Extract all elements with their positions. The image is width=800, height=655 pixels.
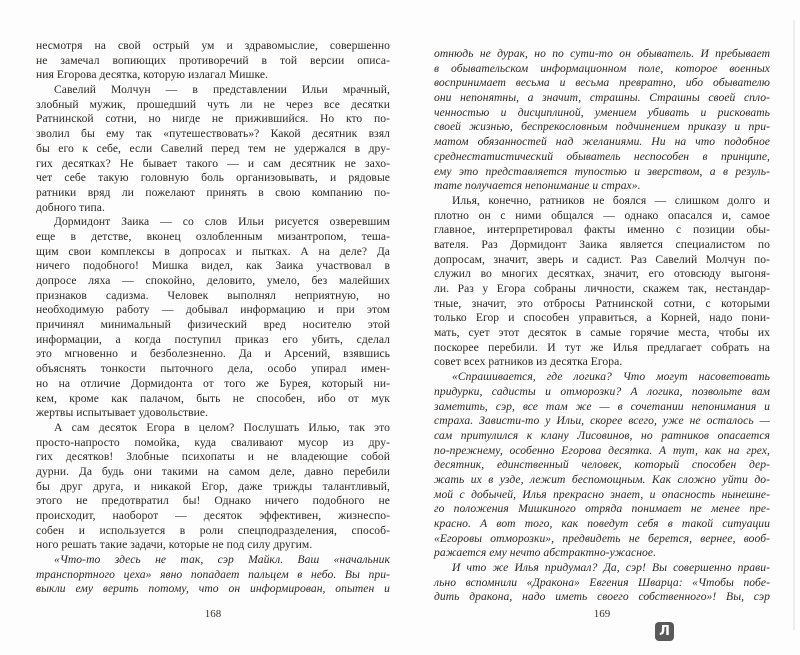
text-line: еще в детстве, вконец озлобленным мизантропом, теша-: [36, 229, 390, 243]
text-line: матом обязанностей над желаниями. Ни на что подобное: [434, 135, 770, 149]
text-line: совет всех ратников из десятка Егора.: [434, 355, 623, 369]
text-line: необходимую работу — добывал информацию и при этом: [36, 303, 390, 317]
page-edge-shadow: [793, 20, 795, 630]
text-line: жертвы испытывает удовольствие.: [36, 406, 209, 420]
text-line: А сам десяток Егора в целом? Послушать Илью, так это: [54, 420, 390, 434]
page-right-text: [434, 47, 770, 605]
text-line: «Спрашивается, где логика? Что могут насоветовать: [452, 370, 770, 384]
text-line: мой с добычей, Илья прекрасно знает, и опасность нынешне-: [434, 487, 770, 501]
page-number-right: 169: [593, 608, 611, 620]
text-line: по-прежнему, особенно Егорова десятка. А тут, как на грех,: [434, 443, 770, 457]
text-line: служил во многих десятках, значит, его отовсюду выгоня-: [434, 267, 770, 281]
text-line: своей жизнью, беспрекословным подчинением приказу и при-: [434, 120, 770, 134]
text-line: жать их в узде, лежит беспомощным. Как сложно уйти до-: [434, 472, 770, 486]
text-line: объяснять тонкости пыточного дела, особо упирал имен-: [36, 362, 390, 376]
text-line: льно вспомнили «Дракона» Евгения Шварца: «Чтобы побе-: [434, 575, 770, 589]
text-line: собен и используется в роли спецподразделения, способ-: [36, 523, 390, 537]
text-line: Илья, конечно, ратников не боялся — слишком долго и: [452, 193, 770, 207]
text-line: Дормидонт Заика — со слов Ильи рисуется озверевшим: [54, 215, 390, 229]
text-line: дить дракона, надо иметь своего собственного»! Вы, сэр: [434, 590, 770, 604]
text-line: выкли ему верить потому, что он информирован, опытен и: [36, 582, 390, 596]
text-line: страха. Зависти-то у Ильи, скорее всего, уже не осталось —: [434, 414, 770, 428]
text-line: И что же Илья придумал? Да, сэр! Вы совершенно прави-: [452, 561, 770, 575]
text-line: в обывательском информационном поле, которое военных: [434, 61, 770, 75]
text-line: не замечал вопиющих противоречий в той версии описа-: [36, 53, 390, 67]
text-line: придурки, садисты и отморозки? А логика, позвольте вам: [434, 384, 770, 398]
text-line: просто-напросто помойка, куда сваливают мусор из дру-: [36, 435, 390, 449]
text-line: злобный мужик, прошедший чуть ли не через все десятки: [36, 97, 390, 111]
page-left-text: [36, 39, 390, 597]
text-line: гих десятках? Не бывает такого — и сам десятник не захо-: [36, 156, 390, 170]
text-line: главное, интерпретировал факты именно с позиции обы-: [434, 223, 770, 237]
text-line: ченностью и дисциплиной, умением убивать и рисковать: [434, 105, 770, 119]
text-line: поскорее перебили. И тут же Илья предлагает собрать на: [434, 340, 770, 354]
text-line: плотно он с ними общался — однако опасался и, самое: [434, 208, 770, 222]
text-line: «Что-то здесь не так, сэр Майкл. Ваш «начальник: [54, 553, 390, 567]
text-line: заметить, сэр, все там же — в сочетании непонимания и: [434, 399, 770, 413]
text-line: ничего подобного! Мишка видел, как Заика участвовал в: [36, 259, 390, 273]
text-line: дурни. Да будь они такими на самом деле, давно перебили: [36, 464, 390, 478]
page-number-left: 168: [204, 608, 222, 620]
text-line: ему это представляется тупостью и зверством, а в резуль-: [434, 164, 770, 178]
text-line: ратники вряд ли пожелают принять в свою компанию по-: [36, 185, 390, 199]
text-line: ного решать такие задачи, которые не под силу другим.: [36, 538, 313, 552]
text-line: это мгновенно и безболезненно. Да и Арсений, взявшись: [36, 347, 390, 361]
text-line: чет себе такую головную боль организовывать, и рядовые: [36, 171, 390, 185]
text-line: «Егоровы отморозки», предвидеть не берется, вернее, вооб-: [434, 531, 770, 545]
text-line: информации, а когда поступил приказ его убить, сделал: [36, 332, 390, 346]
text-line: мать, сует этот десяток в самые горячие места, чтобы их: [434, 326, 770, 340]
text-line: признаков садизма. Человек выполнял неприятную, но: [36, 288, 390, 302]
text-line: этого не предотвратил бы! Однако ничего подобного не: [36, 494, 390, 508]
labirint-logo: [655, 622, 674, 641]
text-line: только Егор и способен управиться, а Корней, надо пони-: [434, 311, 770, 325]
text-line: они непонятны, а значит, страшны. Страшны своей спло-: [434, 91, 770, 105]
text-line: допросе ляха — спокойно, деловито, умело, без малейших: [36, 274, 390, 287]
text-line: бы его к себе, если Савелий перед тем не удержался в дру-: [36, 141, 390, 155]
text-line: десятник, единственный человек, который способен дер-: [434, 458, 770, 472]
text-line: Савелий Молчун — в представлении Ильи мрачный,: [54, 83, 390, 97]
text-line: отнюдь не дурак, но по сути-то он обыватель. И пребывает: [434, 47, 770, 60]
text-line: несмотря на свой острый ум и здравомыслие, совершенно: [36, 39, 390, 52]
text-line: тате получается непонимание и страх».: [434, 179, 641, 193]
text-line: ли. Раз у Егора собраны личности, скажем так, нестандар-: [434, 282, 770, 295]
text-line: происходит, наоборот — десяток эффективен, жизнеспо-: [36, 509, 390, 522]
text-line: тные, значит, это отбросы Ратнинской сотни, с которыми: [434, 296, 770, 310]
text-line: воспринимает весьма и весьма превратно, ибо обывателю: [434, 76, 770, 90]
text-line: го положения Мишкиного отряда понимает не менее пре-: [434, 502, 770, 516]
text-line: причинял минимальный физический вред носителю этой: [36, 318, 390, 332]
text-line: среднестатистический обыватель неспособен в принципе,: [434, 149, 770, 163]
text-line: вателя. Раз Дормидонт Заика является специалистом по: [434, 237, 770, 251]
text-line: допросам, значит, зверь и садист. Раз Савелий Молчун по-: [434, 252, 770, 266]
text-line: красно. А вот того, как поведут себя в такой ситуации: [434, 517, 770, 530]
text-line: зволил бы ему так «путешествовать»? Какой десятник взял: [36, 127, 390, 141]
text-line: Ратнинской сотни, но нигде не прижившийся. Но кто по-: [36, 112, 390, 126]
text-line: добного типа.: [36, 200, 105, 214]
text-line: щим свои комплексы в допросах и пытках. А на деле? Да: [36, 244, 390, 258]
text-line: транспортного цеха» явно попадает пальцем в небо. Вы при-: [36, 567, 390, 581]
text-line: гих десятков! Злобные психопаты и не владеющие собой: [36, 450, 390, 464]
text-line: ражается ему нечто абстрактно-ужасное.: [434, 546, 657, 560]
text-line: ния Егорова десятка, которую излагал Мишке.: [36, 68, 269, 82]
text-line: бы друг друга, и никакой Егор, даже трижды талантливый,: [36, 479, 390, 493]
text-line: но на отличие Дормидонта от того же Бурея, который ни-: [36, 376, 390, 390]
text-line: сам притулился к клану Лисовинов, но ратников опасается: [434, 428, 770, 442]
labirint-logo-letter: Л: [659, 624, 670, 639]
text-line: кем, кроме как палачом, быть не способен, ибо от мук: [36, 391, 390, 405]
